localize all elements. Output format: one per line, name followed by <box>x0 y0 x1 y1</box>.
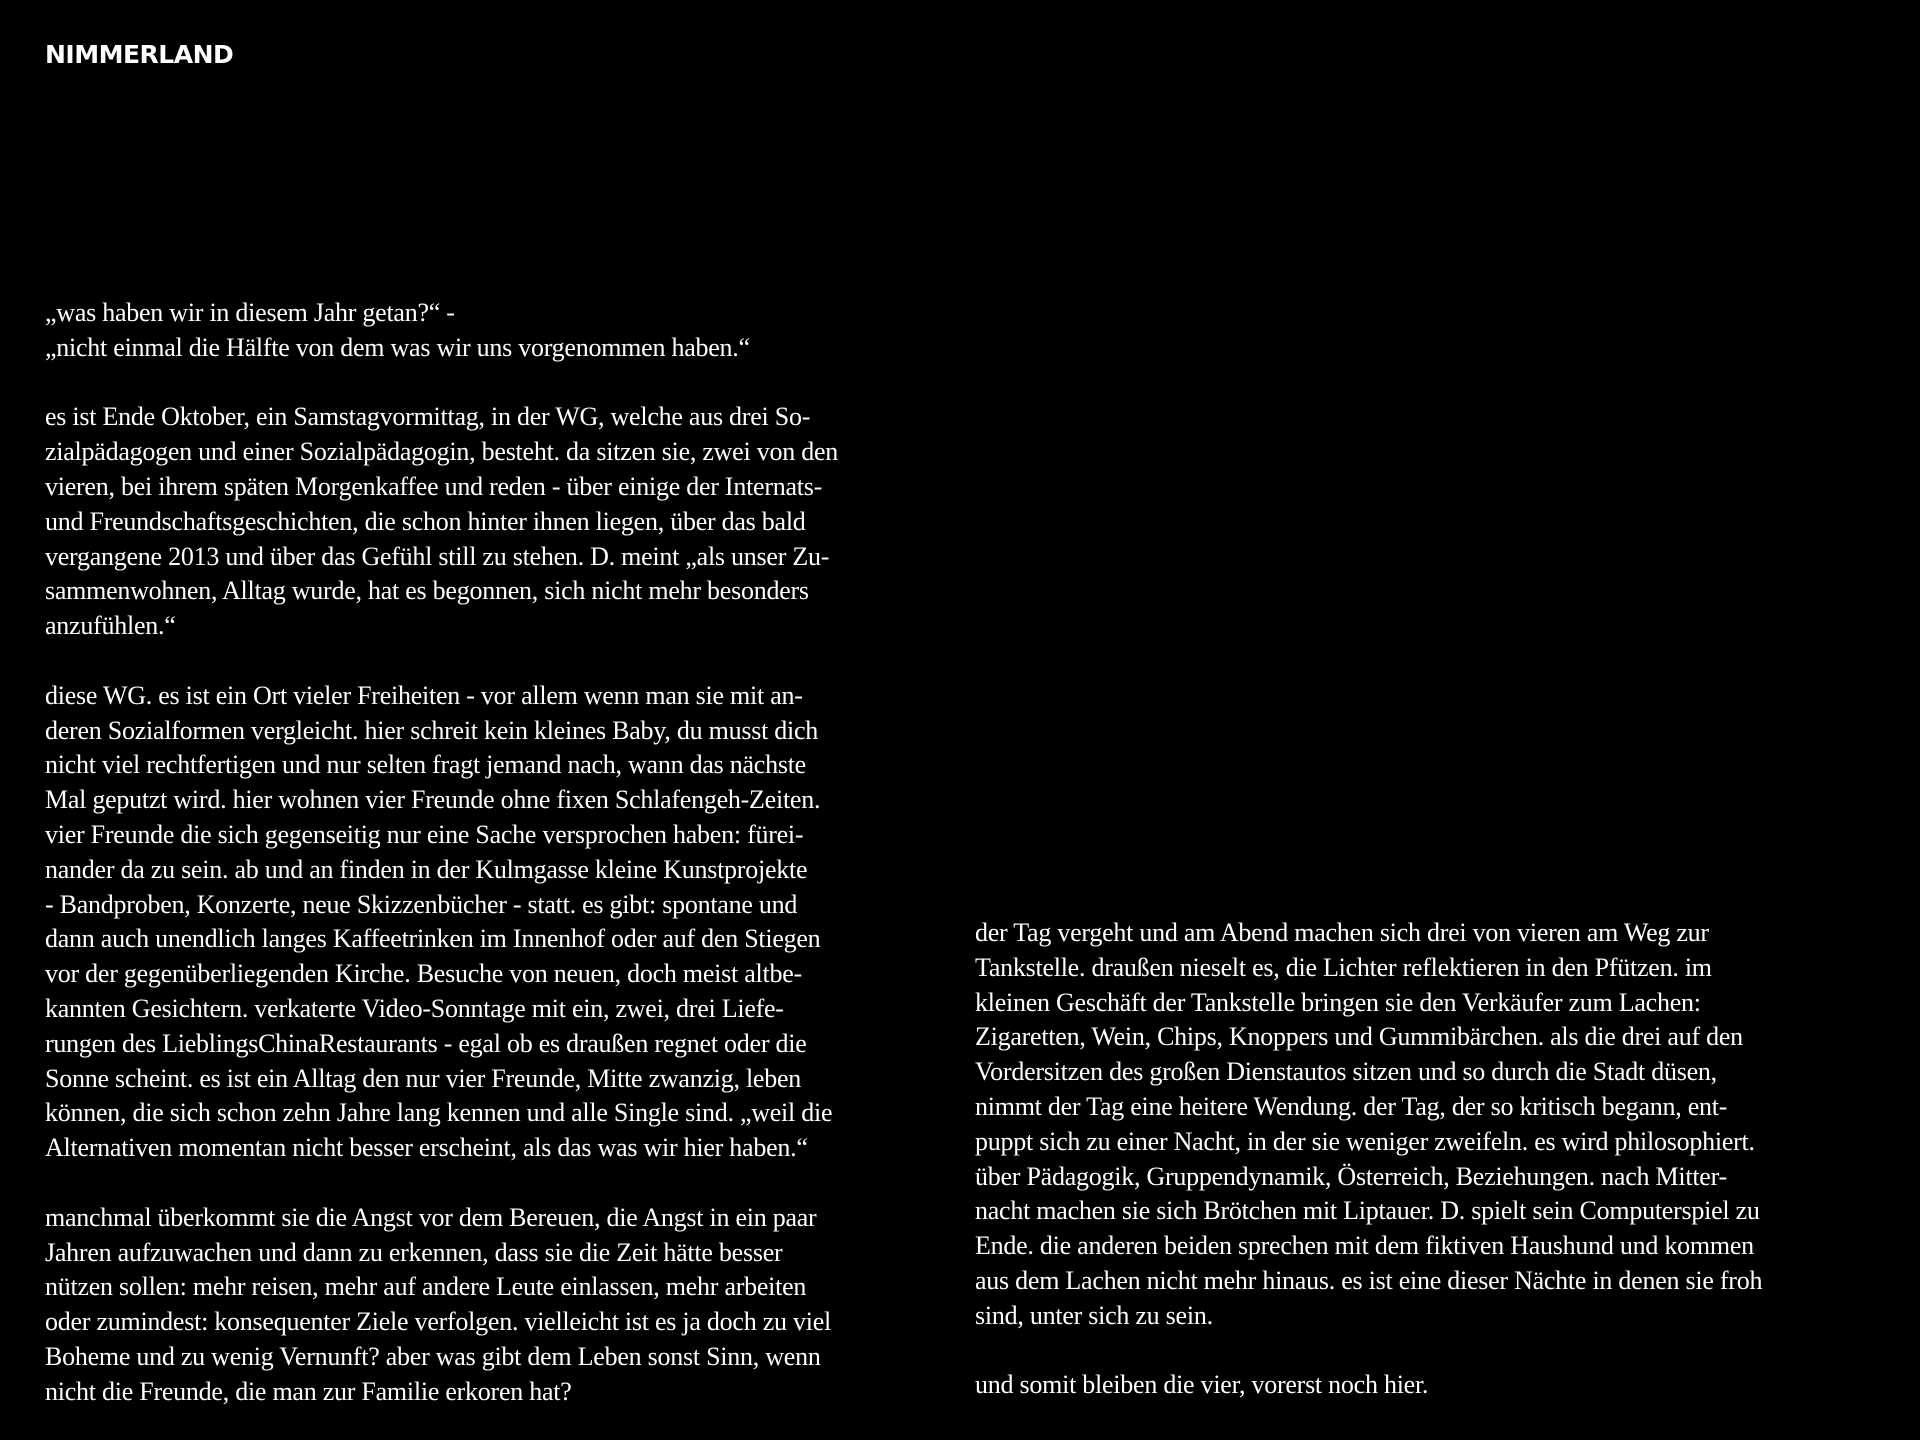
left-text-column <box>45 296 945 1410</box>
intro-paragraph: es ist Ende Oktober, ein Samstagvormittag, in der WG, welche aus drei So- zialpädagogen und einer Sozialpädagogin, besteht. da sitzen sie, zwei von den vieren, bei ihrem späten Morgenkaffee und reden - über einige der Internats- und Freundschaftsgeschichten, die schon hinter ihnen liegen, über das bald vergangene 2013 und über das Gefühl still zu stehen. D. meint „als unser Zu- sammenwohnen, Alltag wurde, hat es begonnen, sich nicht mehr besonders anzufühlen.“ <box>45 402 838 641</box>
page-title: NIMMERLAND <box>45 40 234 69</box>
reflection-paragraph: manchmal überkommt sie die Angst vor dem Bereuen, die Angst in ein paar Jahren aufzuwachen und dann zu erkennen, dass sie die Zeit hätte besser nützen sollen: mehr reisen, mehr auf andere Leute einlassen, mehr arbeiten oder zumindest: konsequenter Ziele verfolgen. vielleicht ist es ja doch zu viel Boheme und zu wenig Vernunft? aber was gibt dem Leben sonst Sinn, wenn nicht die Freunde, die man zur Familie erkoren hat? <box>45 1202 831 1406</box>
wg-description-paragraph: diese WG. es ist ein Ort vieler Freiheiten - vor allem wenn man sie mit an- deren Sozialformen vergleicht. hier schreit kein kleines Baby, du musst dich nicht viel rechtfertigen und nur selten fragt jemand nach, wann das nächste Mal geputzt wird. hier wohnen vier Freunde ohne fixen Schlafengeh-Zeiten. vier Freunde die sich gegenseitig nur eine Sache versprochen haben: fürei- nander da zu sein. ab und an finden in der Kulmgasse kleine Kunstprojekte - Bandproben, Konzerte, neue Skizzenbücher - statt. es gibt: spontane und dann auch unendlich langes Kaffeetrinken im Innenhof oder auf den Stiegen vor der gegenüberliegenden Kirche. Besuche von neuen, doch meist altbe- kannten Gesichtern. verkaterte Video-Sonntage mit ein, zwei, drei Liefe- rungen des LieblingsChinaRestaurants - egal ob es draußen regnet oder die Sonne scheint. es ist ein Alltag den nur vier Freunde, Mitte zwanzig, leben können, die sich schon zehn Jahre lang kennen und alle Single sind. „weil die Alternativen momentan nicht besser erscheint, als das was wir hier haben.“ <box>45 680 833 1163</box>
opening-quote-paragraph: „was haben wir in diesem Jahr getan?“ - „nicht einmal die Hälfte von dem was wir uns vorgenommen haben.“ <box>45 298 750 362</box>
closing-paragraph: und somit bleiben die vier, vorerst noch hier. <box>975 1370 1429 1400</box>
right-text-column <box>975 916 1895 1403</box>
evening-paragraph: der Tag vergeht und am Abend machen sich drei von vieren am Weg zur Tankstelle. draußen nieselt es, die Lichter reflektieren in den Pfützen. im kleinen Geschäft der Tankstelle bringen sie den Verkäufer zum Lachen: Zigaretten, Wein, Chips, Knoppers und Gummibärchen. als die drei auf den Vordersitzen des großen Dienstautos sitzen und so durch die Stadt düsen, nimmt der Tag eine heitere Wendung. der Tag, der so kritisch begann, ent- puppt sich zu einer Nacht, in der sie weniger zweifeln. es wird philosophiert. über Pädagogik, Gruppendynamik, Österreich, Beziehungen. nach Mitter- nacht machen sie sich Brötchen mit Liptauer. D. spielt sein Computerspiel zu Ende. die anderen beiden sprechen mit dem fiktiven Haushund und kommen aus dem Lachen nicht mehr hinaus. es ist eine dieser Nächte in denen sie froh sind, unter sich zu sein. <box>975 918 1763 1330</box>
